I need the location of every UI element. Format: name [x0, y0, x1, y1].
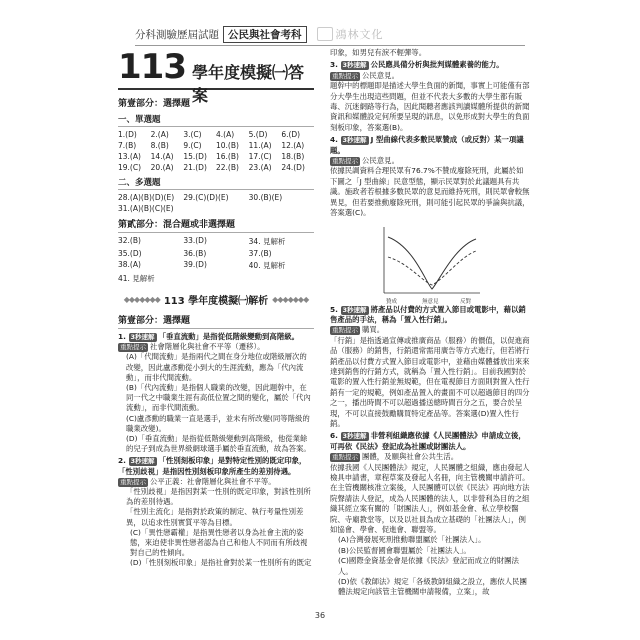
- skill-tag: 3秒速解: [130, 333, 155, 341]
- skill-tag: 3秒速解: [342, 136, 367, 145]
- title-year: 113: [118, 47, 186, 87]
- answer-item: 30.(B)(E): [248, 193, 283, 202]
- title-text: 學年度模擬㈠答案: [191, 63, 304, 105]
- answer-item: 9.(C): [183, 141, 202, 150]
- answer-item: 37.(B): [248, 249, 272, 258]
- answer-item: 40. 見解析: [248, 261, 286, 270]
- curve-chart: [374, 223, 484, 303]
- answer-item: 18.(B): [281, 152, 305, 161]
- analysis-heading: ◆◆◆◆◆◆◆ 113 學年度模擬㈠解析 ◆◆◆◆◆◆◆: [123, 295, 309, 307]
- multi-choice-heading: 二、多選題: [118, 178, 161, 188]
- header-divider: [135, 45, 525, 46]
- answer-item: 36.(B): [183, 249, 207, 258]
- x-label: 贊成: [386, 298, 398, 305]
- answer-item: 24.(D): [281, 163, 305, 172]
- answer-item: 21.(D): [183, 163, 207, 172]
- decoration: ◆◆◆◆◆◆◆: [123, 295, 160, 304]
- answer-item: 1.(D): [118, 130, 137, 139]
- answer-item: 3.(C): [183, 130, 202, 139]
- page-header: [135, 26, 384, 42]
- answer-item: 22.(B): [216, 163, 239, 172]
- publisher-mark-icon: [317, 27, 333, 41]
- answer-item: 6.(D): [281, 130, 301, 139]
- answer-item: 33.(D): [183, 236, 207, 245]
- series-title: 分科測驗歷屆試題: [135, 28, 219, 41]
- answer-item: 13.(A): [118, 152, 141, 161]
- answer-item: 31.(A)(B)(C)(E): [118, 204, 174, 213]
- mixed-answers: [118, 236, 314, 271]
- skill-tag: 3秒速解: [130, 457, 155, 466]
- answer-item: 34. 見解析: [248, 237, 286, 246]
- topic-tag: 重點提示: [332, 453, 358, 462]
- answer-item: 7.(B): [118, 141, 137, 150]
- skill-tag: 3秒速解: [342, 432, 367, 441]
- publisher-logo: 鴻林文化: [317, 26, 384, 42]
- divider: [118, 126, 314, 127]
- single-answers: [118, 130, 314, 172]
- divider: [118, 232, 314, 233]
- topic-tag: 重點提示: [332, 71, 358, 80]
- answer-item: 29.(C)(D)(E): [183, 193, 229, 202]
- x-label: 無意見: [422, 298, 439, 305]
- answer-item: 14.(A): [150, 152, 174, 161]
- answer-item: 16.(B): [216, 152, 239, 161]
- topic-tag: 重點提示: [120, 343, 146, 352]
- question-6: 6. 3秒速解 非營利組織應依據《人民團體法》申請成立後，可再依《民法》登記成為社團或財團法人。 重點提示 團體，及願與社會公共生活。 依據我國《人民團體法》規定，人民團體之組織，應由發起人檢具申請書，章程草案及發起人名冊，向主管機關申請許可。在主管機關核准立案後，人民團體可以依《民法》再向地方法院聲請法人登記，成為人民團體的法人，以非營利為目的之組織其經立案有關的「財團法人」，例如基金會、私立學校醫院、寺廟教堂等，以及以社員為成立基礎的「社團法人」，例如協會、學會、促進會、聯盟等。 (A)合灣發展死刑推動聯盟屬於「社團法人」。 (B)公民監督國會聯盟屬於「社團法人」。 (C)國際金資基金會是依據《民法》登記而成立的財團法人。 (D)依《教師法》規定「各級教師組織之設立，應依人民團體法規定向該管主管機關申請報備，立案」，故: [330, 431, 530, 597]
- question-2: 2. 3秒速解 「性別刻板印象」是對特定性別的既定印象，「性別歧視」是指因性別刻板印象所產生的差別待遇。 重點提示 公平正義：社會階層化與社會不平等。 「性別歧視」是指因對某一性別的既定印象，對該性別所為的差別待遇。 「性別主流化」是指對於政策的制定、執行考量性別差異，以追求性別實質平等為目標。 (C)「異性戀霸權」是指異性戀者以身為社會主流的姿態，來迫使非異性戀者認為自己和他人不同而有所歧視對自己的性傾向。 (D)「性別刻板印象」是指社會對於某一性別所有的既定: [118, 456, 312, 568]
- divider: [118, 189, 314, 190]
- single-choice-heading: 一、單選題: [118, 115, 161, 125]
- opinion-curve-graph: [374, 223, 484, 303]
- multi-answers: [118, 193, 314, 202]
- answer-item: 41. 見解析: [118, 274, 155, 283]
- part1-heading: 第壹部分：選擇題: [118, 99, 191, 109]
- answer-item: 38.(A): [118, 260, 141, 269]
- left-column: [118, 48, 314, 571]
- answer-item: 17.(C): [248, 152, 272, 161]
- answer-item: 20.(A): [150, 163, 174, 172]
- page-number: 36: [314, 611, 326, 620]
- answer-item: 4.(A): [216, 130, 235, 139]
- answer-item: 5.(D): [248, 130, 268, 139]
- part2-heading: 第貳部分：混合題或非選擇題: [118, 220, 236, 230]
- analysis-part1-heading: 第壹部分：選擇題: [118, 316, 191, 326]
- answer-item: 2.(A): [150, 130, 169, 139]
- question-4: 4. 3秒速解 J 型曲線代表多數民眾贊成（或反對）某一項議題。 重點提示 公民意見。 依據民調資料合理民眾有76.7%不贊成廢除死刑，此屬於如下圖之「J 型曲線」民意型態，顯示民眾對於此議題具有共識。施政者若根據多數民眾的意見而維持死刑，則民眾會較無異見，但若要推動廢除死刑，則可能引起民眾的爭論與抗議，答案選(C)。: [330, 135, 530, 218]
- x-label: 反對: [460, 298, 472, 305]
- answer-item: 28.(A)(B)(D)(E): [118, 193, 175, 202]
- answer-item: 10.(B): [216, 141, 239, 150]
- topic-tag: 重點提示: [332, 326, 358, 335]
- answer-item: 23.(A): [248, 163, 272, 172]
- answer-item: 12.(A): [281, 141, 305, 150]
- answer-item: 11.(A): [248, 141, 272, 150]
- question-1: 1. 3秒速解 「垂直流動」是指從低階級變動到高階級。 重點提示 社會階層化與社會不平等（遷移）。 (A)「代間流動」是指兩代之間在身分地位或階級層次的改變，因此盧彥勳從小到大的生涯流動，應為「代內流動」，而非代間流動。 (B)「代內流動」是指個人職業的改變，因此題幹中，在同一代之中職業生涯有高低位置之間的變化，屬於「代內流動」，而非代間流動。 (C)盧彥勳的職業一直是選手，並未有所改變(同等階級的職業改變)。 (D)「垂直流動」是指從低階級變動到高階級，他從業餘的兒子到成為世界級網球選手屬於垂直流動，故為答案。: [118, 332, 311, 454]
- subject-title: 公民與社會考科: [223, 26, 307, 43]
- right-column: [330, 48, 530, 600]
- topic-tag: 重點提示: [120, 477, 146, 486]
- answer-item: 8.(B): [150, 141, 169, 150]
- answer-item: 39.(D): [183, 260, 207, 269]
- skill-tag: 3秒速解: [342, 61, 367, 70]
- divider: [118, 328, 314, 329]
- skill-tag: 3秒速解: [342, 305, 367, 314]
- topic-tag: 重點提示: [332, 157, 358, 166]
- question-3: 3. 3秒速解 公民應具備分析與批判媒體素養的能力。 重點提示 公民意見。 題幹中的標題即是描述大學生負面的新聞，事實上可能僅有部分大學生出現這些問題，但並不代表大多數的大學生都有販毒、沉迷網路等行為，因此閱聽者應該判讀媒體所提供的新聞資訊和媒體設定何所要呈現的訊息，以免形成對大學生的負面刻板印象，答案選(B)。: [330, 60, 530, 132]
- question-5: 5. 3秒速解 將產品以付費的方式置入節目或電影中，藉以銷售產品的手法，稱為「置入性行銷」。 重點提示 購買。 「行銷」是指透過宣傳或推廣商品（服務）的價值，以促進商品（服務）的銷售，行銷還常需用廣告等方式進行，但若將行銷產品以付費方式置入節目或電影中，並藉由媒體播放出來來達到銷售的行銷方式，就稱為「置入性行銷」。目前我國對於電影的置入性行銷並無規範，但在電視節目方面則對置入性行銷有一定的規範，例如產品置入的畫面不可以超過節目的四分之一，播出時間不可以超過播送總時間百分之五，要合於呈現，不可以直接鼓勵購買特定產品等。答案選(D)置入性行銷。: [330, 304, 530, 428]
- text-block: 印象，如男兒有淚不輕彈等。: [330, 48, 427, 57]
- answer-item: 32.(B): [118, 236, 141, 245]
- decoration: ◆◆◆◆◆◆◆: [272, 295, 309, 304]
- answer-item: 19.(C): [118, 163, 142, 172]
- answer-item: 35.(D): [118, 249, 142, 258]
- answer-item: 15.(D): [183, 152, 207, 161]
